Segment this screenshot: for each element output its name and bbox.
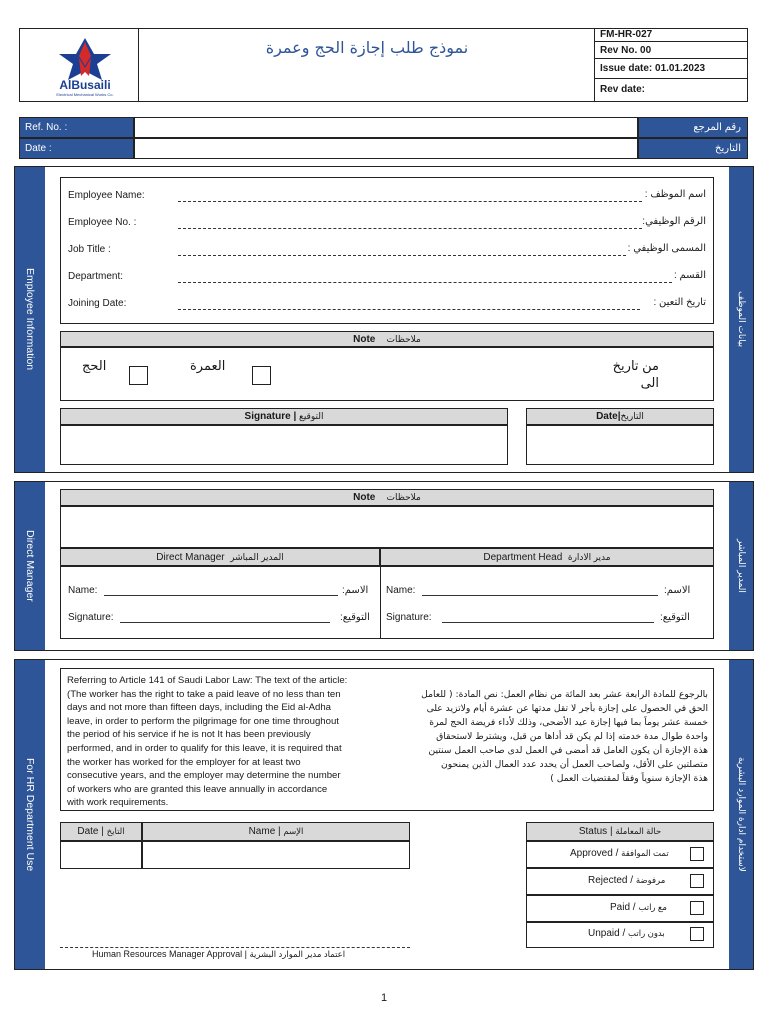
dh-signature-label: Signature:	[386, 612, 432, 623]
date-input[interactable]	[134, 138, 638, 159]
rev-date: Rev date:	[600, 84, 646, 95]
dm-signature-label: Signature:	[68, 612, 114, 623]
status-paid-checkbox[interactable]	[690, 901, 704, 915]
header-divider-left	[138, 28, 139, 102]
job-title-input[interactable]	[178, 250, 626, 256]
manager-note-body[interactable]	[60, 506, 714, 548]
dh-signature-input[interactable]	[442, 615, 654, 623]
dm-name-label: Name:	[68, 585, 98, 596]
hr-date-cell[interactable]	[60, 841, 142, 869]
manager-approvals-divider	[380, 566, 381, 639]
ref-label-en: Ref. No. :	[19, 117, 134, 138]
rev-no: Rev No. 00	[594, 42, 748, 59]
joining-date-input[interactable]	[178, 304, 640, 310]
status-unpaid-label: Unpaid / بدون راتب	[588, 928, 665, 939]
note-header: Note ملاحظات	[60, 331, 714, 347]
field-label-job-title: Job Title :	[68, 244, 111, 255]
date-label-ar: التاريخ	[638, 138, 748, 159]
article-text-en: Referring to Article 141 of Saudi Labor Law: The text of the article: (The worker has the right to take a paid leave of no less than ten days and not more than fifteen days, including the Eid al-Adha leave, in order to perform the pilgrimage for one time throughout the period of his service if he is not It has been previously performed, and in order to qualify for this leave, it is required that the worker has worked for the employer for at least two consecutive years, and the employer may determine the number of workers who are granted this leave annually in accordance with work requirements.	[67, 675, 348, 809]
direct-manager-header: Direct Manager المدير المباشر	[60, 548, 380, 566]
status-approved-checkbox[interactable]	[690, 847, 704, 861]
date-label-en: Date :	[19, 138, 134, 159]
hr-date-header: Date | التايخ	[60, 822, 142, 841]
note-body	[60, 347, 714, 401]
dm-signature-input[interactable]	[120, 615, 330, 623]
status-header: Status | حالة المعاملة	[526, 822, 714, 841]
field-label-employee-name: Employee Name:	[68, 190, 145, 201]
employee-side-label-en: Employee Information	[15, 167, 45, 472]
doc-meta-table	[594, 28, 748, 102]
signature-box[interactable]	[60, 425, 508, 465]
logo-subtext: Electrical Mechanical Works Co.	[56, 92, 114, 97]
department-input[interactable]	[178, 277, 672, 283]
date-box[interactable]	[526, 425, 714, 465]
dm-signature-label-ar: التوقيع:	[340, 612, 370, 623]
field-label-department-ar: القسم :	[673, 270, 706, 281]
ref-input[interactable]	[134, 117, 638, 138]
hr-approval-label: Human Resources Manager Approval | اعتماد مدير الموارد البشرية	[92, 949, 346, 959]
field-label-job-title-ar: المسمى الوظيفي :	[627, 243, 706, 254]
dh-name-label-ar: الاسم:	[664, 585, 691, 596]
page-number: 1	[380, 992, 388, 1004]
issue-date: Issue date: 01.01.2023	[594, 59, 748, 79]
ref-label-ar: رقم المرجع	[638, 117, 748, 138]
signature-header: Signature | التوقيع	[60, 408, 508, 425]
manager-side-label-ar: المدير المباشر	[729, 482, 753, 650]
hr-side-label-en: For HR Department Use	[15, 660, 45, 969]
date-header: Date|التاريخ	[526, 408, 714, 425]
field-label-employee-name-ar: اسم الموظف :	[644, 189, 706, 200]
hr-side-label-ar: لاستخدام ادارة الموارد البشرية	[729, 660, 753, 969]
field-label-employee-no: Employee No. :	[68, 217, 137, 228]
company-logo	[45, 36, 125, 96]
field-label-joining-date: Joining Date:	[68, 298, 127, 309]
employee-side-label-ar: بيانات الموظف	[729, 167, 753, 472]
manager-note-header: Note ملاحظات	[60, 489, 714, 506]
dh-signature-label-ar: التوقيع:	[660, 612, 690, 623]
employee-name-input[interactable]	[178, 196, 642, 202]
hajj-label: الحج	[82, 358, 107, 373]
field-label-joining-date-ar: تاريخ التعين :	[653, 297, 706, 308]
umrah-checkbox[interactable]	[252, 366, 271, 385]
dh-name-label: Name:	[386, 585, 416, 596]
dept-head-header: Department Head مدير الادارة	[380, 548, 714, 566]
hr-name-header: Name | الإسم	[142, 822, 410, 841]
article-text-ar: بالرجوع للمادة الرابعة عشر بعد المائة من نظام العمل: نص المادة: ( للعامل الحق في الحصول على إجازة بأجر لا تقل مدتها عن عشرة أيام ولاتزيد على خمسة عشر يوماً بما فيها إجازة عيد الأضحى، وذلك لأداء فريضة الحج لمرة واحدة طوال مدة خدمته إذا لم يكن قد أداها من قبل، ويشترط لاستحقاق هذة الإجازة أن يكون العامل قد أمضى في العمل لدى صاحب العمل سنتين متصلتين على الأقل، ولصاحب العمل أن يحدد عدد العمال الذين يمنحون هذة الإجازة سنوياً وفقاً لمقتضيات العمل )	[421, 689, 708, 784]
to-date-label: الى	[640, 375, 659, 390]
status-rejected-checkbox[interactable]	[690, 874, 704, 888]
manager-approvals-box	[60, 566, 714, 639]
field-label-department: Department:	[68, 271, 124, 282]
logo-name: AlBusaili	[59, 78, 111, 92]
doc-code: FM-HR-027	[594, 28, 748, 42]
employee-no-input[interactable]	[178, 223, 642, 229]
hr-approval-signature-line[interactable]	[60, 940, 410, 948]
status-unpaid-checkbox[interactable]	[690, 927, 704, 941]
umrah-label: العمرة	[190, 358, 226, 373]
dm-name-label-ar: الاسم:	[342, 585, 369, 596]
manager-side-label-en: Direct Manager	[15, 482, 45, 650]
dm-name-input[interactable]	[104, 588, 338, 596]
from-date-label: من تاريخ	[612, 358, 659, 373]
status-approved-label: Approved / تمت الموافقة	[570, 848, 669, 859]
status-rejected-label: Rejected / مرفوضة	[588, 875, 666, 886]
logo-star-icon	[45, 36, 125, 82]
field-label-employee-no-ar: الرقم الوظيفي:	[642, 216, 706, 227]
form-title: نموذج طلب إجازة الحج وعمرة	[265, 38, 469, 57]
hr-name-cell[interactable]	[142, 841, 410, 869]
status-paid-label: Paid / مع راتب	[610, 902, 667, 913]
hajj-checkbox[interactable]	[129, 366, 148, 385]
dh-name-input[interactable]	[422, 588, 658, 596]
